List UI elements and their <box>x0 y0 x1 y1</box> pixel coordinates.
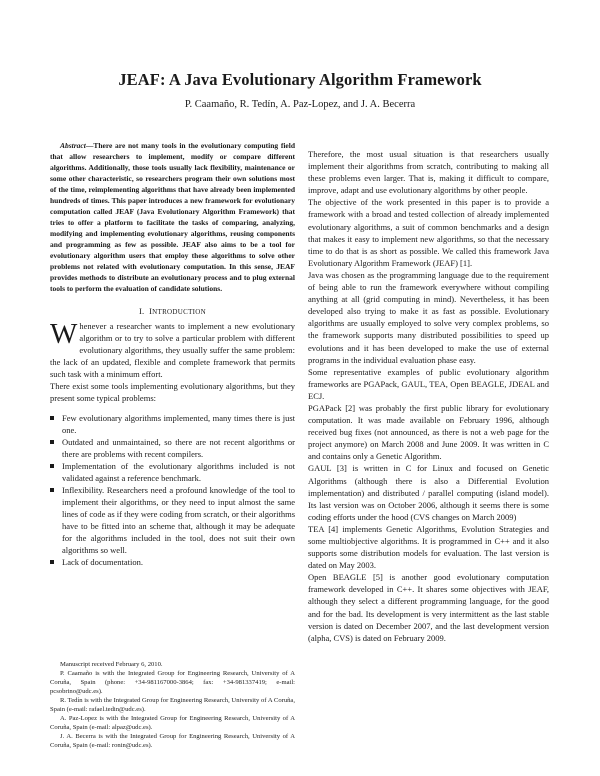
drop-cap: W <box>50 318 78 350</box>
intro-paragraph-2: There exist some tools implementing evolutionary algorithms, but they present some typical problems: <box>50 381 295 403</box>
list-item-text: Outdated and unmaintained, so there are not recent algorithms or there are problems with recent compilers. <box>62 437 295 459</box>
section-heading-introduction <box>50 306 295 316</box>
intro-text-1: henever a researcher wants to implement a new evolutionary algorithm or to try to solve a particular problem with different evolutionary algorithms, they usually suffer the same problem: the lack of an updated, flexible and complete framework that permits such task with a minimum effort. <box>50 321 295 379</box>
intro-paragraph-1 <box>50 320 295 380</box>
section-initial: I <box>149 306 153 316</box>
list-item <box>50 436 295 460</box>
paper-title: JEAF: A Java Evolutionary Algorithm Framework <box>118 70 482 89</box>
abstract-text: There are not many tools in the evolutionary computing field that allow researchers to implement, modify or compare different algorithms. Additionally, those tools usually lack flexibility, maintenance or some other characteristic, so researchers program their own solutions most of the time, reimplementing algorithms that have already been implemented hundreds of times. This paper introduces a new framework for evolutionary computation called JEAF (Java Evolutionary Algorithm Framework) that tries to offer a platform to facilitate the tasks of comparing, analyzing, modifying and implementing evolutionary algorithms, reusing components and programming as few as possible. JEAF also aims to be a tool for evolutionary algorithm users that employ these algorithms to solve other problems not related with evolutionary computation. In this sense, JEAF provides methods to distribute an evolutionary process and to plug external tools to perform the evaluation of candidate solutions. <box>50 141 295 293</box>
right-paragraph: Open BEAGLE [5] is another good evolutionary computation framework developed in C++. It shares some objectives with JEAF, although they select a different programming language, for the good and for the bad. Its development is very intermittent as the last stable version is dated on December 2007, and the last development version (alpha, CVS) is dated on February 2009. <box>308 572 549 643</box>
bullet-square-icon <box>50 464 54 468</box>
abstract-dash: — <box>85 141 94 150</box>
right-paragraph: GAUL [3] is written in C for Linux and focused on Genetic Algorithms (although there is also a Differential Evolution implementation) and distributed / parallel computing (island model). Its last version was on October 2006, although it seems there is some coding efforts under the hood (CVS changes on March 2009) <box>308 463 549 522</box>
right-paragraph: TEA [4] implements Genetic Algorithms, Evolution Strategies and some multiobjective algorithms. It is programmed in C++ and it also supports some distribution models for evaluation. The last version is dated on May 2003. <box>308 523 549 571</box>
right-paragraph: PGAPack [2] was probably the first public library for evolutionary computation. It was made available on February 1996, although received bug fixes (not announced, as there is not a web page for the project anymore) on March 2008 and June 2009. It was written in C and contains only a Genetic Algorithm. <box>308 402 549 462</box>
footnote: P. Caamaño is with the Integrated Group for Engineering Research, University of A Coruña, Spain (phone: +34-981167000-3864; fax: +34-981337419; e-mail: pcsobrino@udc.es). <box>50 670 295 695</box>
bullet-square-icon <box>50 416 54 420</box>
list-item <box>50 484 295 556</box>
left-column <box>50 140 295 568</box>
footnote: A. Paz-Lopez is with the Integrated Group for Engineering Research, University of A Coruña, Spain (e-mail: alpaz@udc.es). <box>50 715 295 731</box>
list-item-text: Lack of documentation. <box>62 557 143 567</box>
list-item <box>50 412 295 436</box>
section-number: I. <box>138 306 145 316</box>
bullet-square-icon <box>50 560 54 564</box>
right-paragraph: The objective of the work presented in this paper is to provide a framework with a broad and tested collection of already implemented evolutionary algorithms, a suit of common benchmarks and a design that makes it easy to implement new algorithms, so that the necessary time to do that is as short as possible. We called this framework Java Evolutionary Algorithm Framework (JEAF) [1]. <box>308 197 549 268</box>
right-paragraph: Java was chosen as the programming language due to the requirement of being able to run the framework everywhere without compiling anything at all (grid computing in mind). Nevertheless, it has been developed also trying to make it as fast as possible. Evolutionary algorithms are usually employed to solve very complex problems, so the framework supports many distributed possibilities to speed up evolutions and it has been developed to make the use of external programs in the individual evaluation phase easy. <box>308 269 549 365</box>
bullet-square-icon <box>50 440 54 444</box>
abstract-label: Abstract <box>60 141 86 150</box>
list-item-text: Few evolutionary algorithms implemented, many times there is just one. <box>62 413 295 435</box>
list-item <box>50 556 295 568</box>
footnote: R. Tedín is with the Integrated Group for Engineering Research, University of A Coruña, Spain (e-mail: rafael.tedin@udc.es). <box>50 697 295 713</box>
bullet-square-icon <box>50 488 54 492</box>
list-item <box>50 460 295 484</box>
right-column <box>308 148 549 644</box>
list-item-text: Inflexibility. Researchers need a profound knowledge of the tool to implement their algorithms, or they need to input almost the same lines of code as if they were coding from scratch, or their algorithms have to be fitted into an scheme that, although it may be adequate for the algorithms included in the tool, does not suit their own algorithms so well. <box>62 485 295 555</box>
paper-authors: P. Caamaño, R. Tedín, A. Paz-Lopez, and J. A. Becerra <box>184 99 416 110</box>
list-item-text: Implementation of the evolutionary algorithms included is not validated against a reference benchmark. <box>62 461 295 483</box>
footnote: Manuscript received February 6, 2010. <box>60 661 163 668</box>
right-paragraph: Therefore, the most usual situation is that researchers usually implement their algorithms from scratch, contributing to making all these problems even larger. That is, making it difficult to compare, improve, adapt and use evolutionary algorithms by other people. <box>308 149 549 196</box>
problem-list <box>50 412 295 568</box>
right-paragraph: Some representative examples of public evolutionary algorithm frameworks are PGAPack, GAUL, TEA, Open BEAGLE, JDEAL and ECJ. <box>308 366 549 401</box>
footnotes <box>50 660 295 750</box>
section-title-rest: NTRODUCTION <box>152 308 207 316</box>
footnote: J. A. Becerra is with the Integrated Group for Engineering Research, University of A Coruña, Spain (e-mail: ronin@udc.es). <box>50 733 295 749</box>
abstract <box>50 140 295 294</box>
